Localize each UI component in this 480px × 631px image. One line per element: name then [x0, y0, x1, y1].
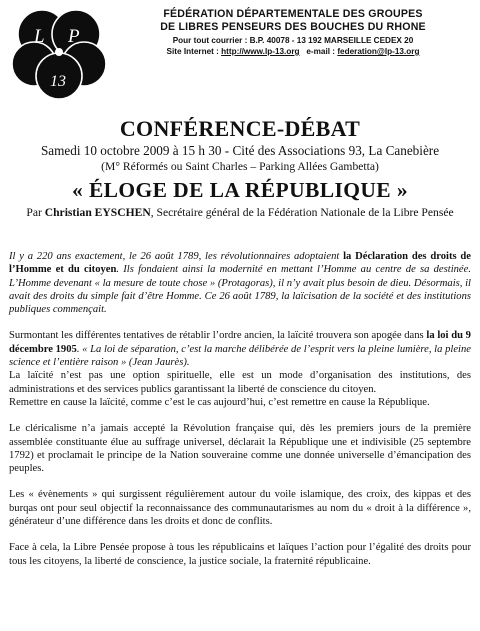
org-name-line1: FÉDÉRATION DÉPARTEMENTALE DES GROUPES — [163, 8, 423, 20]
speaker-role: , Secrétaire général de la Fédération Nationale de la Libre Pensée — [150, 206, 454, 219]
postal-address: Pour tout courrier : B.P. 40078 - 13 192 MARSEILLE CEDEX 20 — [172, 36, 414, 45]
paragraph-law-1905 — [9, 329, 471, 369]
event-access-info: (M° Réformés ou Saint Charles – Parking Allées Gambetta) — [101, 160, 379, 173]
pansy-flower-icon — [12, 6, 106, 100]
site-label: Site Internet : — [166, 47, 222, 56]
event-type-title: CONFÉRENCE-DÉBAT — [119, 116, 361, 141]
email-link[interactable]: federation@lp-13.org — [337, 47, 420, 56]
event-date-location: Samedi 10 octobre 2009 à 15 h 30 - Cité des Associations 93, La Canebière — [40, 143, 440, 158]
p2-text-c: . « La loi de séparation, c’est la marche délibérée de l’esprit vers la pleine lumière, la pleine science et l’entière raison » (Jean Jaurès). — [9, 343, 471, 369]
p1-text-c: . Ils fondaient ainsi la modernité en mettant l’Homme au centre de sa destinée. L’Homme devenant « la mesure de toute chose » (Protagoras), il n’y avait plus besoin de dieu. Désormais, il avait des droits du simple fait d’être Homme. Ce 26 août 1789, la laïcisation de la société et des institutions publiques commençait. — [9, 264, 471, 316]
logo-number-13: 13 — [50, 73, 66, 90]
paragraph-libre-pensee: Face à cela, la Libre Pensée propose à tous les républicains et laïques l’action pour l’égalité des droits pour tous les citoyens, la liberté de conscience, la justice sociale, la fraternité républicaine. — [9, 542, 471, 567]
pansy-logo — [12, 6, 106, 100]
paragraph-clericalisme: Le cléricalisme n’a jamais accepté la Révolution française qui, dès les premiers jours de la première assemblée constituante élue au suffrage universel, déclarait la République une et indivisible (25 septembre 1792) et proclamait le principe de la Nation souveraine comme une donnée universelle d’émancipation des peuples. — [9, 423, 471, 475]
website-link[interactable]: http://www.lp-13.org — [221, 47, 300, 56]
p2-text-a: Surmontant les différentes tentatives de rétablir l’ordre ancien, la laïcité trouvera son apogée dans — [9, 330, 427, 342]
speaker-name: Christian EYSCHEN — [44, 206, 151, 219]
email-label: e-mail : — [306, 47, 338, 56]
p1-text-a: Il y a 220 ans exactement, le 26 août 1789, les révolutionnaires adoptaient — [9, 251, 344, 262]
organization-header — [112, 8, 474, 57]
org-name-line2: DE LIBRES PENSEURS DES BOUCHES DU RHONE — [160, 21, 426, 33]
paragraph-evenements: Les « évènements » qui surgissent régulièrement autour du voile islamique, des croix, des kippas et des burqas ont pour seul objectif la reconnaissance des communautarismes au nom du « droit à la différence », générateur d’une différence dans les droits et donc de conflits. — [9, 489, 471, 528]
logo-letter-p: P — [68, 26, 80, 47]
paragraph-remettre: Remettre en cause la laïcité, comme c’est le cas aujourd’hui, c’est remettre en cause la République. — [9, 396, 430, 408]
paragraph-declaration — [9, 250, 471, 316]
p1-emphasis: la Déclaration des droits de l’Homme et du citoyen — [9, 251, 471, 276]
article-body — [9, 250, 471, 568]
lecture-title: « ÉLOGE DE LA RÉPUBLIQUE » — [72, 178, 408, 202]
speaker-line — [0, 206, 480, 219]
p2-emphasis: la loi du 9 décembre 1905 — [9, 330, 471, 355]
logo-letter-l: L — [34, 26, 45, 47]
speaker-prefix: Par — [26, 206, 45, 219]
contact-line — [112, 46, 474, 57]
paragraph-laicite: La laïcité n’est pas une option spirituelle, elle est un mode d’organisation des institutions, des administrations et des services publics garantissant la liberté de conscience du citoyen. — [9, 370, 471, 395]
